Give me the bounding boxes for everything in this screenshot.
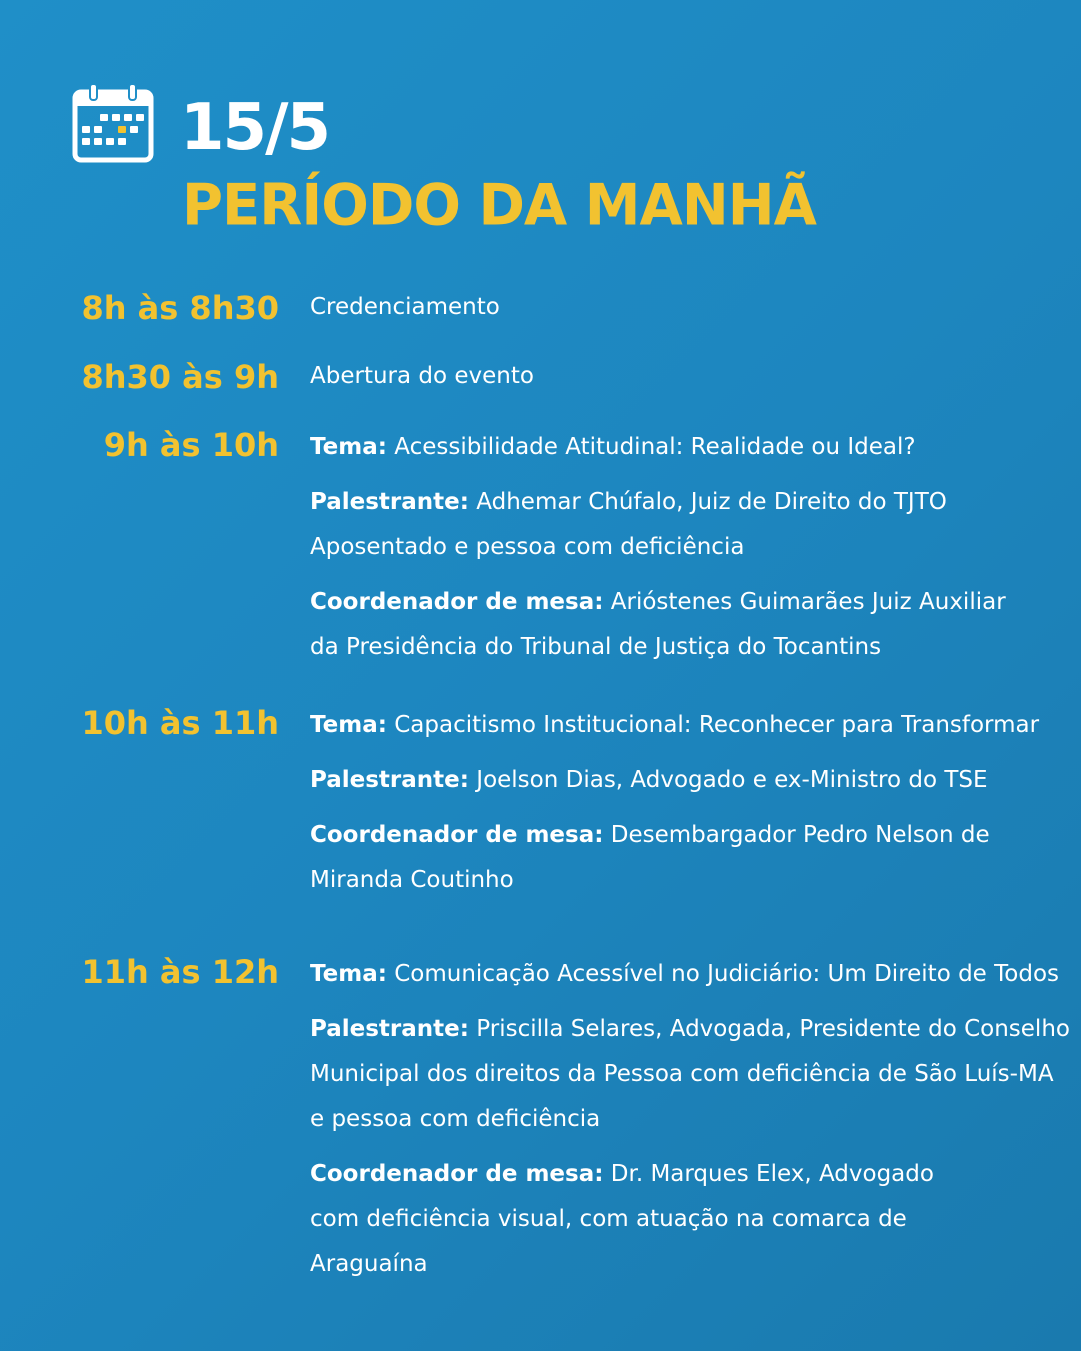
tema-line xyxy=(310,952,1070,997)
palestrante-line xyxy=(310,758,1070,803)
time-slot: 9h às 10h xyxy=(103,426,279,464)
activity-text: Credenciamento xyxy=(310,294,500,320)
palestrante-label: Palestrante: xyxy=(310,767,469,793)
coordenador-text: Dr. Marques Elex, Advogado com deficiência visual, com atuação na comarca de Araguaína xyxy=(310,1161,934,1277)
palestrante-text: Joelson Dias, Advogado e ex-Ministro do TSE xyxy=(476,767,988,793)
palestrante-label: Palestrante: xyxy=(310,1016,469,1042)
palestrante-line xyxy=(310,480,950,570)
palestrante-text: Priscilla Selares, Advogada, Presidente do Conselho Municipal dos direitos da Pessoa com deficiência de São Luís-MA e pessoa com deficiência xyxy=(310,1016,1070,1132)
coordenador-label: Coordenador de mesa: xyxy=(310,1161,604,1187)
palestrante-label: Palestrante: xyxy=(310,489,469,515)
tema-line xyxy=(310,703,1070,748)
coordenador-line xyxy=(310,813,1070,903)
calendar-icon xyxy=(72,82,154,164)
coordenador-label: Coordenador de mesa: xyxy=(310,822,604,848)
tema-label: Tema: xyxy=(310,712,387,738)
tema-label: Tema: xyxy=(310,434,387,460)
time-slot: 10h às 11h xyxy=(81,704,279,742)
time-slot: 8h às 8h30 xyxy=(81,289,279,327)
time-slot: 11h às 12h xyxy=(81,953,279,991)
coordenador-line xyxy=(310,580,1030,670)
period-title: PERÍODO DA MANHÃ xyxy=(182,172,816,239)
coordenador-text: Arióstenes Guimarães Juiz Auxiliar da Presidência do Tribunal de Justiça do Tocantins xyxy=(310,589,1006,660)
tema-text: Acessibilidade Atitudinal: Realidade ou Ideal? xyxy=(394,434,916,460)
tema-text: Comunicação Acessível no Judiciário: Um Direito de Todos xyxy=(394,961,1060,987)
time-slot: 8h30 às 9h xyxy=(81,358,279,396)
coordenador-label: Coordenador de mesa: xyxy=(310,589,604,615)
coordenador-text: Desembargador Pedro Nelson de Miranda Coutinho xyxy=(310,822,990,893)
tema-text: Capacitismo Institucional: Reconhecer para Transformar xyxy=(394,712,1040,738)
tema-line xyxy=(310,425,1070,470)
palestrante-line xyxy=(310,1007,1070,1142)
activity-text: Abertura do evento xyxy=(310,363,534,389)
tema-label: Tema: xyxy=(310,961,387,987)
coordenador-line xyxy=(310,1152,990,1287)
event-date: 15/5 xyxy=(180,91,329,165)
palestrante-text: Adhemar Chúfalo, Juiz de Direito do TJTO Aposentado e pessoa com deficiência xyxy=(310,489,947,560)
